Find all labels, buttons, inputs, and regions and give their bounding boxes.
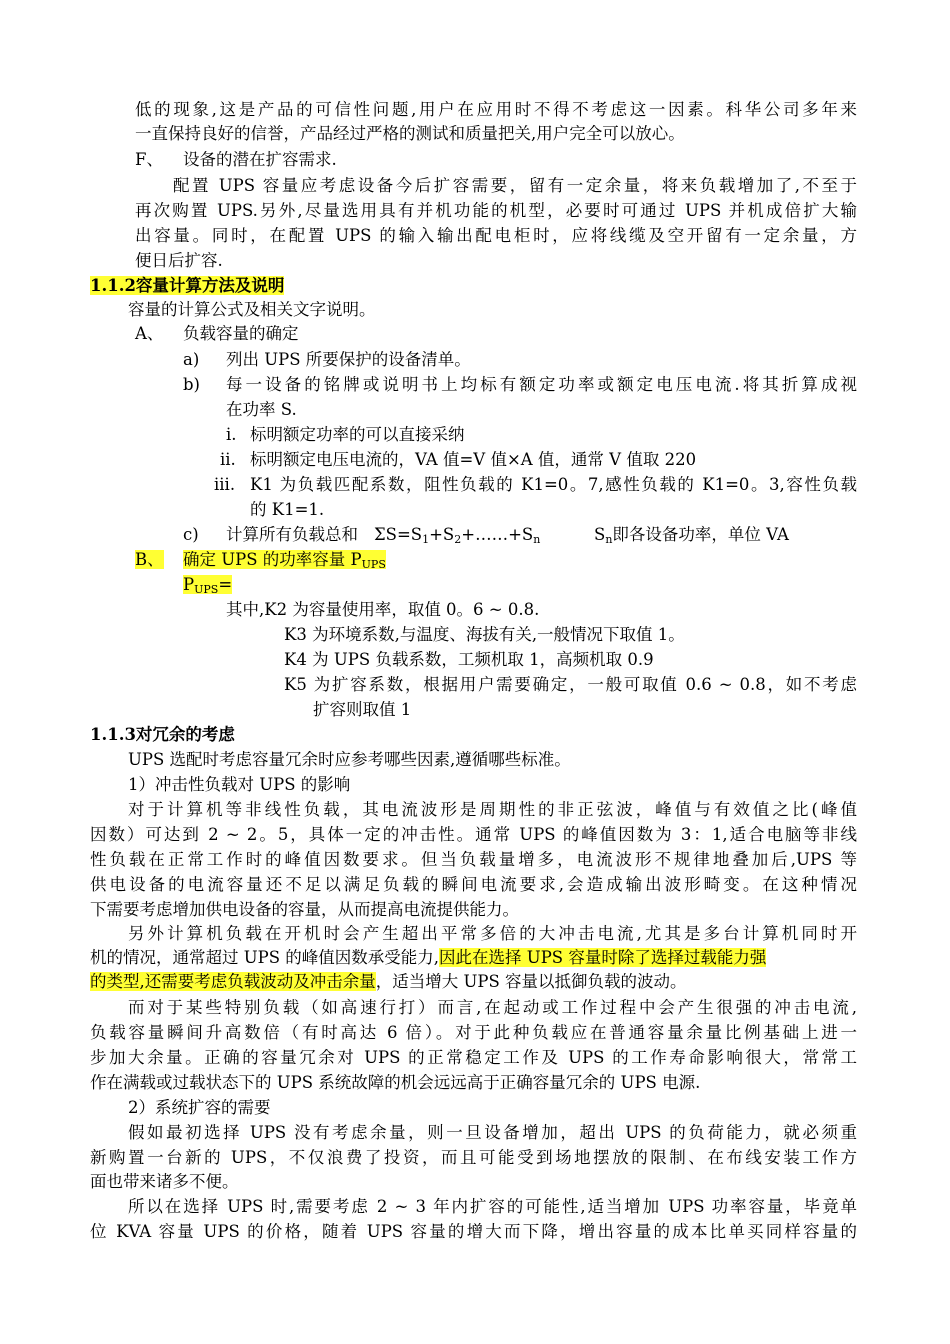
paragraph-line: 位 KVA 容量 UPS 的价格，随着 UPS 容量的增大而下降，增出容量的成本比单买同样容量的 [90, 1222, 857, 1241]
paragraph-line: 所以在选择 UPS 时,需要考虑 2 ~ 3 年内扩容的可能性,适当增加 UPS 功率容量，毕竟单 [128, 1197, 857, 1216]
list-marker: B、 [135, 550, 164, 569]
list-marker: ii. [220, 450, 236, 469]
list-marker: c) [183, 525, 199, 544]
paragraph-line: 因数）可达到 2 ~ 2。5，具体一定的冲击性。通常 UPS 的峰值因数为 3：1,适合电脑等非线 [90, 825, 857, 844]
section-heading: 1.1.3对冗余的考虑 [90, 725, 235, 744]
list-item-text: 列出 UPS 所要保护的设备清单。 [226, 350, 471, 369]
subheading: 2）系统扩容的需要 [128, 1098, 271, 1117]
paragraph-line: 性负载在正常工作时的峰值因数要求。但当负载量增多，电流波形不规律地叠加后,UPS 等 [90, 850, 857, 869]
paragraph-line: 出容量。同时，在配置 UPS 的输入输出配电柜时，应将线缆及空开留有一定余量，方 [135, 226, 857, 245]
list-item-text: K1 为负载匹配系数，阻性负载的 K1=0。7,感性负载的 K1=0。3,容性负载 [250, 475, 857, 494]
coefficient-line: K5 为扩容系数，根据用户需要确定，一般可取值 0.6 ~ 0.8，如不考虑 [284, 675, 857, 694]
paragraph-line: 低的现象,这是产品的可信性问题,用户在应用时不得不考虑这一因素。科华公司多年来 [135, 100, 857, 119]
list-item-title: 确定 UPS 的功率容量 $P_{UPS}$ [183, 550, 386, 571]
paragraph-line: 负载容量瞬间升高数倍（有时高达 6 倍）。对于此种负载应在普通容量余量比例基础上进一 [90, 1023, 857, 1042]
paragraph-line: 对于计算机等非线性负载，其电流波形是周期性的非正弦波，峰值与有效值之比(峰值 [128, 800, 857, 819]
paragraph-line: 配置 UPS 容量应考虑设备今后扩容需要，留有一定余量，将来负载增加了,不至于 [173, 176, 857, 195]
highlighted-text: 因此在选择 UPS 容量时除了选择过载能力强 [439, 948, 767, 967]
paragraph-line: 作在满载或过载状态下的 UPS 系统故障的机会远远高于正确容量冗余的 UPS 电源. [90, 1073, 701, 1092]
paragraph-line: 下需要考虑增加供电设备的容量，从而提高电流提供能力。 [90, 900, 519, 919]
sum-label: 计算所有负载总和 [226, 525, 358, 544]
coefficient-line: K4 为 UPS 负载系数，工频机取 1，高频机取 0.9 [284, 650, 654, 669]
subheading: 1）冲击性负载对 UPS 的影响 [128, 775, 351, 794]
coefficient-line: 其中,K2 为容量使用率，取值 0。6 ~ 0.8. [226, 600, 540, 619]
paragraph-line: 供电设备的电流容量还不足以满足负载的瞬间电流要求,会造成输出波形畸变。在这种情况 [90, 875, 857, 894]
pups-formula: $P_{UPS}=$ [183, 575, 233, 596]
paragraph-line: UPS 选配时考虑容量冗余时应参考哪些因素,遵循哪些标准。 [128, 750, 571, 769]
section-heading [90, 274, 284, 298]
paragraph-line: 便日后扩容. [135, 251, 223, 270]
paragraph-line: 机的情况，通常超过 UPS 的峰值因数承受能力,因此在选择 UPS 容量时除了选择过载能力强 [90, 948, 767, 967]
paragraph-line: 另外计算机负载在开机时会产生超出平常多倍的大冲击电流,尤其是多台计算机同时开 [128, 924, 857, 943]
paragraph-line: 假如最初选择 UPS 没有考虑余量，则一旦设备增加，超出 UPS 的负荷能力，就必须重 [128, 1123, 857, 1142]
paragraph-line: 而对于某些特别负载（如高速行打）而言,在起动或工作过程中会产生很强的冲击电流, [128, 998, 857, 1017]
paragraph-line: 面也带来诸多不便。 [90, 1172, 239, 1191]
coefficient-line: K3 为环境系数,与温度、海拔有关,一般情况下取值 1。 [284, 625, 685, 644]
list-item-text: 在功率 S. [226, 400, 297, 419]
list-marker: b) [183, 375, 200, 394]
sum-note: $S_n$即各设备功率，单位 VA [594, 525, 789, 546]
paragraph-line: 再次购置 UPS.另外,尽量选用具有并机功能的机型，必要时可通过 UPS 并机成倍扩大输 [135, 201, 857, 220]
list-item-title: 负载容量的确定 [183, 324, 299, 343]
list-item-text: 标明额定功率的可以直接采纳 [250, 425, 465, 444]
sum-formula: $\Sigma S=S_1+S_2+\dots\dots+S_n$ [374, 525, 541, 546]
list-item-text: 标明额定电压电流的，VA 值=V 值×A 值，通常 V 值取 220 [250, 450, 697, 469]
paragraph-line: 一直保持良好的信誉，产品经过严格的测试和质量把关,用户完全可以放心。 [135, 124, 685, 143]
list-marker: F、 [135, 150, 163, 169]
paragraph-line: 步加大余量。正确的容量冗余对 UPS 的正常稳定工作及 UPS 的工作寿命影响很大，常常工 [90, 1048, 857, 1067]
list-item-title: 设备的潜在扩容需求. [183, 150, 337, 169]
list-item-text: 每一设备的铭牌或说明书上均标有额定功率或额定电压电流.将其折算成视 [226, 375, 857, 394]
list-marker: iii. [214, 475, 236, 494]
list-marker: A、 [135, 324, 164, 343]
list-marker: a) [183, 350, 200, 369]
list-item-text: 的 K1=1. [250, 500, 325, 519]
paragraph-line: 容量的计算公式及相关文字说明。 [128, 300, 376, 319]
coefficient-line: 扩容则取值 1 [313, 700, 412, 719]
list-marker: i. [226, 425, 237, 444]
paragraph-line: 新购置一台新的 UPS，不仅浪费了投资，而且可能受到场地摆放的限制、在布线安装工作方 [90, 1148, 857, 1167]
section-heading-text: 1.1.2容量计算方法及说明 [90, 276, 285, 295]
highlighted-text: 的类型,还需要考虑负载波动及冲击余量 [90, 972, 376, 991]
paragraph-line: 的类型,还需要考虑负载波动及冲击余量，适当增大 UPS 容量以抵御负载的波动。 [90, 972, 687, 991]
